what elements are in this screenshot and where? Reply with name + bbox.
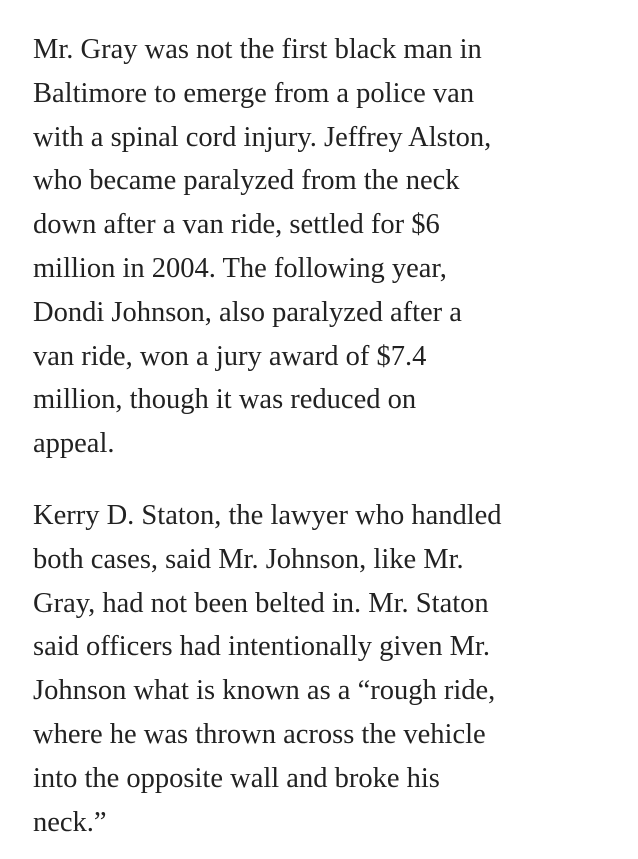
- text-line: down after a van ride, settled for $6: [33, 209, 440, 241]
- text-line: appeal.: [33, 428, 115, 460]
- text-line: with a spinal cord injury. Jeffrey Alston,: [33, 121, 492, 153]
- article-paragraph-2: [33, 494, 623, 844]
- text-line: van ride, won a jury award of $7.4: [33, 340, 427, 372]
- text-line: Kerry D. Staton, the lawyer who handled: [33, 499, 502, 531]
- text-line: said officers had intentionally given Mr.: [33, 631, 490, 663]
- article-body: [33, 28, 623, 844]
- text-line: where he was thrown across the vehicle: [33, 718, 486, 750]
- text-line: Baltimore to emerge from a police van: [33, 77, 475, 109]
- text-line: both cases, said Mr. Johnson, like Mr.: [33, 543, 464, 575]
- text-line: Dondi Johnson, also paralyzed after a: [33, 296, 462, 328]
- text-line: into the opposite wall and broke his: [33, 762, 440, 794]
- text-line: million, though it was reduced on: [33, 384, 417, 416]
- text-line: Johnson what is known as a “rough ride,: [33, 675, 496, 707]
- text-line: who became paralyzed from the neck: [33, 165, 460, 197]
- article-paragraph-1: [33, 28, 623, 466]
- text-line: Mr. Gray was not the first black man in: [33, 34, 482, 65]
- text-line: million in 2004. The following year,: [33, 252, 447, 284]
- text-line: neck.”: [33, 806, 107, 838]
- text-line: Gray, had not been belted in. Mr. Staton: [33, 587, 489, 619]
